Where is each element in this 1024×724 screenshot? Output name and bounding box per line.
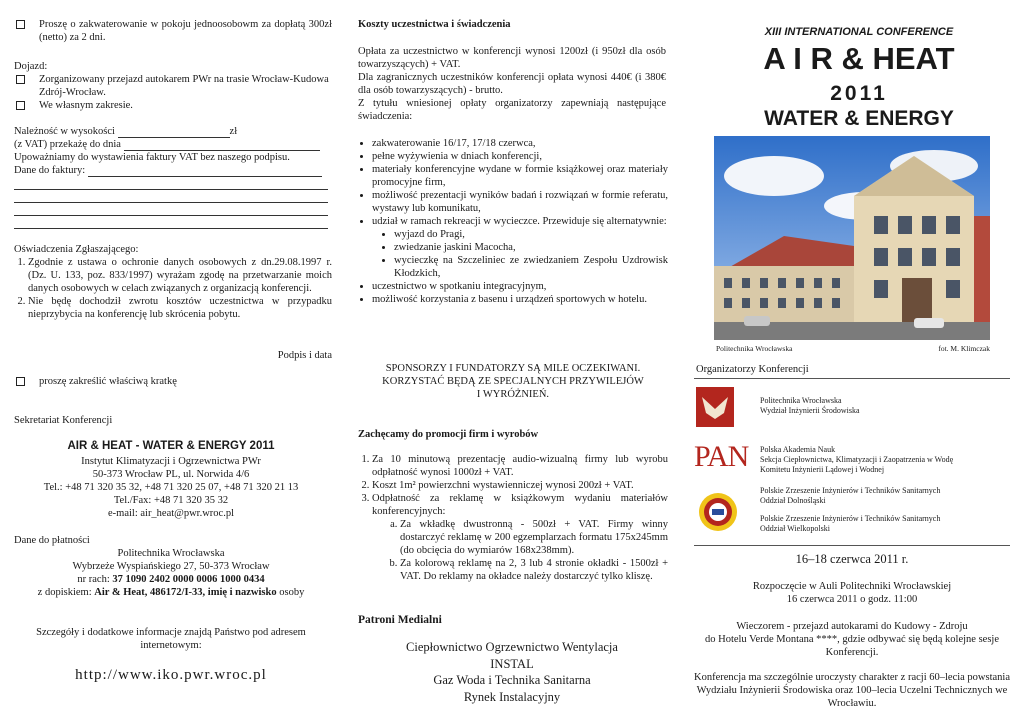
- checkbox-icon[interactable]: [16, 20, 25, 29]
- travel-title: Dojazd:: [14, 61, 48, 72]
- invoice-input-line[interactable]: [88, 166, 322, 177]
- declaration-item: 2. Nie będę dochodził zwrotu kosztów uczestnictwa w przypadku nieprzybycia na konferencję lub skrócenia pobytu.: [28, 295, 332, 321]
- list-item: • pełne wyżywienia w dniach konferencji,: [372, 150, 668, 163]
- checkbox-bus[interactable]: Zorganizowany przejazd autokarem PWr na trasie Wrocław-Kudowa Zdrój-Wrocław.: [14, 73, 332, 99]
- media-patrons: Ciepłownictwo Ogrzewnictwo Wentylacja INSTAL Gaz Woda i Technika Sanitarna Rynek Instalacyjny: [406, 640, 618, 704]
- conference-dates: 16–18 czerwca 2011 r.: [795, 552, 909, 566]
- invoice-data-field[interactable]: Dane do faktury:: [14, 164, 332, 177]
- excursions-list: [372, 228, 668, 280]
- promo-list: [358, 453, 668, 583]
- photo-credit: fot. M. Klimczak: [938, 344, 990, 353]
- title-year: 2011: [830, 82, 888, 105]
- declaration-item: 1. Zgodnie z ustawa o ochronie danych osobowych z dn.29.08.1997 r. (Dz. U. 133, poz. 833/1997) wyrażam zgodę na przetwarzanie moich danych osobowych w celach związanych z organizacją konferencji.: [28, 256, 332, 295]
- title-water-energy: WATER & ENERGY: [764, 107, 954, 130]
- conference-number: XIII INTERNATIONAL CONFERENCE: [764, 26, 954, 38]
- form-column: [14, 0, 332, 724]
- title-air-heat: A I R & HEAT: [763, 41, 955, 76]
- list-item: • materiały konferencyjne wydane w formie książkowej oraz materiały promocyjne firm,: [372, 163, 668, 189]
- list-item: • wyjazd do Pragi,: [394, 228, 668, 241]
- organizers-title: Organizatorzy Konferencji: [696, 364, 809, 375]
- pan-logo-icon: PAN: [694, 440, 749, 473]
- invoice-authorization: Upoważniamy do wystawienia faktury VAT bez naszego podpisu.: [14, 152, 290, 163]
- divider: [694, 545, 1010, 546]
- account-number: 37 1090 2402 0000 0006 1000 0434: [112, 574, 265, 585]
- list-item: • wycieczkę na Szczeliniec ze zwiedzaniem Zespołu Uzdrowisk Kłodzkich,: [394, 254, 668, 280]
- secretariat-address: Instytut Klimatyzacji i Ogrzewnictwa PWr 50-373 Wrocław PL, ul. Norwida 4/6 Tel.: +48 71 320 35 32, +48 71 320 25 07, +48 71 320 21 13 Tel./Fax: +48 71 320 35 32 e-mail: air_heat@pwr.wroc.pl: [14, 455, 328, 520]
- list-item: • zakwaterowanie 16/17, 17/18 czerwca,: [372, 137, 668, 150]
- checkbox-icon[interactable]: [16, 101, 25, 110]
- details-text: Szczegóły i dodatkowe informacje znajdą Państwo pod adresem internetowym:: [36, 627, 306, 651]
- payment-title: Dane do płatności: [14, 535, 90, 546]
- payment-details: Politechnika Wrocławska Wybrzeże Wyspiańskiego 27, 50-373 Wrocław nr rach: 37 1090 2402 0000 0006 1000 0434 z dopiskiem: Air & Heat, 486172/I-33, imię i nazwisko osoby: [37, 548, 305, 598]
- services-list: [358, 137, 668, 306]
- sponsors-note: SPONSORZY I FUNDATORZY SĄ MILE OCZEKIWANI. KORZYSTAĆ BĘDĄ ZE SPECJALNYCH PRZYWILEJÓW I WYRÓŻNIEŃ.: [382, 363, 644, 400]
- university-photo: [714, 136, 990, 340]
- list-item: • zwiedzanie jaskini Macocha,: [394, 241, 668, 254]
- evening-info: Wieczorem - przejazd autokarami do Kudowy - Zdroju do Hotelu Verde Montana ****, gdzie odbywać się będą kolejne sesje Konferencji.: [704, 621, 999, 658]
- divider: [694, 378, 1010, 379]
- checkbox-icon: [16, 377, 25, 386]
- pzits-logo-icon: [698, 492, 738, 532]
- date-input-line[interactable]: [124, 140, 320, 151]
- costs-text: Opłata za uczestnictwo w konferencji wynosi 1200zł (i 950zł dla osób towarzyszących) + VAT.: [358, 46, 666, 70]
- opening-info: Rozpoczęcie w Auli Politechniki Wrocławskiej 16 czerwca 2011 o godz. 11:00: [752, 581, 952, 605]
- promo-title: Zachęcamy do promocji firm i wyrobów: [358, 429, 539, 440]
- amount-field[interactable]: Należność w wysokości zł: [14, 126, 238, 137]
- checkbox-own[interactable]: We własnym zakresie.: [14, 99, 332, 112]
- invoice-input-line[interactable]: [14, 190, 328, 203]
- costs-title: Koszty uczestnictwa i świadczenia: [358, 19, 511, 30]
- list-item: 2. Koszt 1m² powierzchni wystawienniczej wynosi 200zł + VAT.: [372, 479, 668, 492]
- email-link[interactable]: e-mail: air_heat@pwr.wroc.pl: [108, 508, 234, 519]
- cover-column: XIII INTERNATIONAL CONFERENCE A I R & HEAT 2011 WATER & ENERGY Politechnika Wrocławska fot. M. Klimczak Organizatorzy Konferencji Politechnika Wrocławska Wydział Inżynierii Środowiska PAN Polska Akademia Nauk Sekcja Ciepłownictwa, Klimatyzacji i Zaopatrzenia w Wodę Komitetu Inżynierii Lądowej i Wodnej Polskie Zrzeszenie Inżynierów i Techników Sanitarnych Oddział Dolnośląski Polskie Zrzeszenie Inżynierów i Techników Sanitarnych Oddział Wielkopolski 16–18 czerwca 2011 r. Rozpoczęcie w Auli Politechniki Wrocławskiej 16 czerwca 2011 o godz. 11:00 Wieczorem - przejazd autokarami do Kudowy - Zdroju do Hotelu Verde Montana ****, gdzie odbywać się będą kolejne sesje Konferencji. Konferencja ma szczególnie uroczysty charakter z racji 60–lecia powstania Wydziału Inżynierii Środowiska oraz 100–lecia Uczelni Technicznych we Wrocławiu.: [694, 26, 1011, 709]
- declarations-list: [14, 256, 332, 321]
- signature-label: Podpis i data: [277, 350, 332, 361]
- list-item: b. Za kolorową reklamę na 2, 3 lub 4 stronie okładki - 1500zł + VAT. Do reklamy na okładce należy dostarczyć tylko kliszę.: [400, 557, 668, 583]
- building-illustration: [714, 136, 990, 340]
- jubilee-info: Konferencja ma szczególnie uroczysty charakter z racji 60–lecia powstania Wydziału Inżynierii Środowiska oraz 100–lecia Uczelni Technicznych we Wrocławiu.: [694, 672, 1011, 709]
- list-item: • możliwość prezentacji wyników badań i rozwiązań w formie referatu, wystawy lub komunikatu,: [372, 189, 668, 215]
- invoice-input-line[interactable]: [14, 216, 328, 229]
- pwr-logo-icon: [696, 387, 734, 427]
- promo-sublist: [372, 518, 668, 583]
- list-item: 1. Za 10 minutową prezentację audio-wizualną firmy lub wyrobu odpłatność wynosi 1000zł + VAT.: [372, 453, 668, 479]
- secretariat-title: Sekretariat Konferencji: [14, 415, 113, 426]
- media-title: Patroni Medialni: [358, 614, 442, 626]
- checkbox-icon[interactable]: [16, 75, 25, 84]
- list-item: 3. Odpłatność za reklamę w książkowym wydaniu materiałów konferencyjnych: a. Za wkładkę dwustronną - 500zł + VAT. Firmy winny dostarczyć reklamę w 200 egzemplarzach formatu 175x245mm (do obcięcia do wymiarów 168x238mm). b. Za kolorową reklamę na 2, 3 lub 4 stronie okładki - 1500zł + VAT. Do reklamy na okładce należy dostarczyć tylko kliszę.: [372, 492, 668, 583]
- foreign-costs-text: Dla zagranicznych uczestników konferencji opłata wynosi 440€ (i 380€ dla osób towarzyszących) - brutto.: [358, 72, 666, 96]
- website-link[interactable]: http://www.iko.pwr.wroc.pl: [75, 667, 267, 683]
- checkbox-single-room[interactable]: Proszę o zakwaterowanie w pokoju jednoosobowm za dopłatą 300zł (netto) za 2 dni.: [14, 18, 332, 44]
- list-item: a. Za wkładkę dwustronną - 500zł + VAT. Firmy winny dostarczyć reklamę w 200 egzemplarzach formatu 175x245mm (do obcięcia do wymiarów 168x238mm).: [400, 518, 668, 557]
- photo-caption: Politechnika Wrocławska: [716, 344, 793, 353]
- vat-date-field[interactable]: (z VAT) przekażę do dnia: [14, 138, 332, 151]
- list-item: • udział w ramach rekreacji w wycieczce. Przewiduje się alternatywnie: • wyjazd do Pragi, • zwiedzanie jaskini Macocha, • wycieczkę na Szczeliniec ze zwiedzaniem Zespołu Uzdrowisk Kłodzkich,: [372, 215, 668, 280]
- amount-input-line[interactable]: [118, 127, 230, 138]
- secretariat-name: AIR & HEAT - WATER & ENERGY 2011: [67, 440, 275, 452]
- invoice-input-line[interactable]: [14, 177, 328, 190]
- declarations-title: Oświadczenia Zgłaszającego:: [14, 244, 139, 255]
- provides-text: Z tytułu wniesionej opłaty organizatorzy zapewniają następujące świadczenia:: [358, 98, 666, 122]
- list-item: • możliwość korzystania z basenu i urządzeń sportowych w hotelu.: [372, 293, 668, 306]
- checkbox-legend: proszę zakreślić właściwą kratkę: [14, 375, 332, 388]
- fees-column: [358, 0, 668, 724]
- list-item: • uczestnictwo w spotkaniu integracyjnym,: [372, 280, 668, 293]
- invoice-input-line[interactable]: [14, 203, 328, 216]
